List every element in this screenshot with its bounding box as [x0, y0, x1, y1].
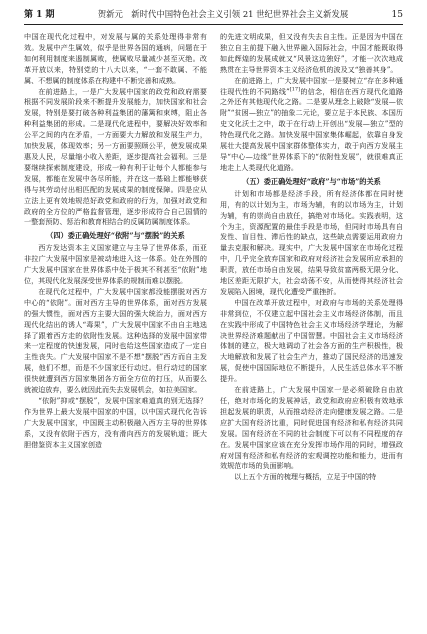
section-heading: （五）委正确处理好“政府”与“市场”的关系: [242, 176, 381, 186]
header-rule: [24, 24, 403, 25]
paragraph: 在现代化过程中，广大发展中国家都没能摆脱对西方中心的“依附”。面对西方主导的世界体系，面对西方发展的强大惯性，面对西方主要大国的强大统治力，面对西方现代化结出的诱人“毒果”，广大发展中国家不由自主地选择了跟着西方走的依附性发展。这种选择的发展中国家带来一定程度的快速发展，同时也给这些国家造成了一定自主性丧失。广大发展中国家不是不想“摆脱”西方而自主发展，他们不想，而是不少国家还行动过。但行动过的国家很快就遭到西方国家集团各方面全方位的打压，从而要么就被迫放弃，要么就因此而失去发展机会，如拉美国家。: [24, 286, 207, 395]
paragraph: 西方发达资本主义国家建立与主导了世界体系，而亚非拉广大发展中国家是被动地进入这一体系。处在外围的广大发展中国家在世界体系中处于极其不利甚至“依附”地位，其现代化发展深受世界体系的规制而难以摆脱。: [24, 243, 207, 286]
paragraph-text: 的信念，相信在西方现代化道路之外还有其他现代化之路。二是要从理念上破除“发展—依附”“贫困—独立”的抽象二元论，要立足于本民族、本国历史文化沃土之中，敢于在行动上开创出“发展—独立”型的特色现代化之路。加快发展中国家集体崛起，依靠自身发展壮大提高发展中国家群体整体实力，敢于向西方发展主导“中心—边缘”世界体系下的“依附性发展”，就很难真正地走上人类现代化道路。: [220, 86, 403, 172]
running-title: 贺新元 新时代中国特色社会主义引领 21 世纪世界社会主义新发展: [97, 9, 349, 19]
paragraph-text: 在前进路上，广大发展中国家一是要树立“存在多种通往现代性的不同路线”: [220, 75, 403, 96]
paragraph: 中国在改革开放过程中，对政府与市场的关系处理得非常到位，不仅建立起中国社会主义市场经济体制，而且在实践中形成了中国特色社会主义市场经济学理论，为解决世界经济难题献出了中国智慧。中国社会主义市场经济体制的建立，极大地调动了社会各方面的生产积极性，极大地解放和发展了社会生产力，推动了国民经济的迅速发展，促使中国国际地位不断提升，人民生活总体水平不断提升。: [220, 297, 403, 384]
paragraph: 计划和市场都是经济手段，所有经济体都在同时使用，有的以计划为主，市场为辅，有的以市场为主，计划为辅，有的崇尚自由放任，搞绝对市场化。实践表明，这个为主，资源配置的最佳手段是市场，但同时市场具有自发性、盲目性、滞后性的缺点，这些缺点需要运用政府力量去克服和解决。现实中，广大发展中国家在市场化过程中，几乎完全放弃国家和政府对经济社会发展所应承担的职责，放任市场自由发展，结果导致贫富两极无限分化、地区差距无限扩大，社会动荡不安，从而使得其经济社会发展陷入困境，现代化遭受严重挫折。: [220, 188, 403, 296]
paragraph: 中国在现代化过程中，对发展与属的关系处理得非常有效。发展中产生属效，似乎是世界各国的通病，问题在于如何利用制度来遏制属败，使属败尽量减少甚至灭绝。改革开放以来，特别党的十八大以来，“一套不敢属、不能属、不想属的制度体系在构建中不断完善和成熟。: [24, 32, 207, 85]
running-head: [24, 8, 403, 20]
citation-marker: [17]: [289, 86, 301, 93]
paragraph: 在前进路上，广大发展中国家一是必须破除自由放任，绝对市场化的发展神话，政党和政府应积极有效地承担起发展的职责，从而推动经济走向健康发展之路。二是应扩大国有经济比重，同时促进国有经济和私有经济共同发展。国有经济在不同的社会制度下可以有不同程度的存在。发展中国家应该在充分发挥市场作用的同时，增强政府对国有经济和私有经济的宏观调控功能和能力，进而有效规范市场的负面影响。: [220, 385, 403, 471]
paragraph: 以上五个方面的梳理与概括，立足于中国的特: [234, 472, 377, 482]
left-column: [24, 32, 207, 626]
paragraph: “依附”抑或“摆脱”，发展中国家难道真的别无选择？作为世界上最大发展中国家的中国，以中国式现代化告诉广大发展中国家，中国既主动积极融入西方主导的世界体系，又没有依附于西方，没有滑向西方的发展轨道；既大胆借鉴资本主义国家创造: [24, 396, 207, 449]
issue-label: 第 1 期: [24, 10, 55, 20]
paragraph: 在前进路上，一是广大发展中国家的政党和政府需要根据不同发展阶段来不断提升发展能力，加快国家和社会发展，特别是要打破各种利益集团的藩篱和束缚，阻止各种利益集团的形成。二是现代化进程中，要解决好效率和公平之间的内在矛盾，一方面要大力解放和发展生产力，加快发展，体现效率；另一方面要照顾公平，使发展成果惠及人民，尽量缩小收入差距，逐步提高社会福利。三是要继续探索制度建设，形成一种有利于让每个人都能参与发展，都能在发展中各尽所能，并在这一基础上都能够获得与其劳动付出相匹配的发展成果的制度保障。四是应从立法上更有效地规范好政党和政府的行为，加强对政党和政府的全方位的严格监督管理，逐步形成符合自己国情的一整套预防、惩治和教育相结合的反属防属制度体系。: [24, 86, 207, 227]
page-number: 15: [391, 10, 403, 20]
section-heading: （四）委正确处理好“依附”与“摆脱”的关系: [46, 231, 185, 241]
paragraph: [220, 76, 403, 174]
body-columns: [24, 32, 403, 626]
paragraph: 的先进文明成果，但又没有失去自主性。正是因为中国在独立自主前提下融入世界融入国际社会，中国才能既取得如此辉煌的发展成就又“风景这边独好”，才能一次次地成熟贯在主导世界资本主义经济危机的波及又“独善其身”。: [220, 32, 403, 74]
right-column: [220, 32, 403, 626]
